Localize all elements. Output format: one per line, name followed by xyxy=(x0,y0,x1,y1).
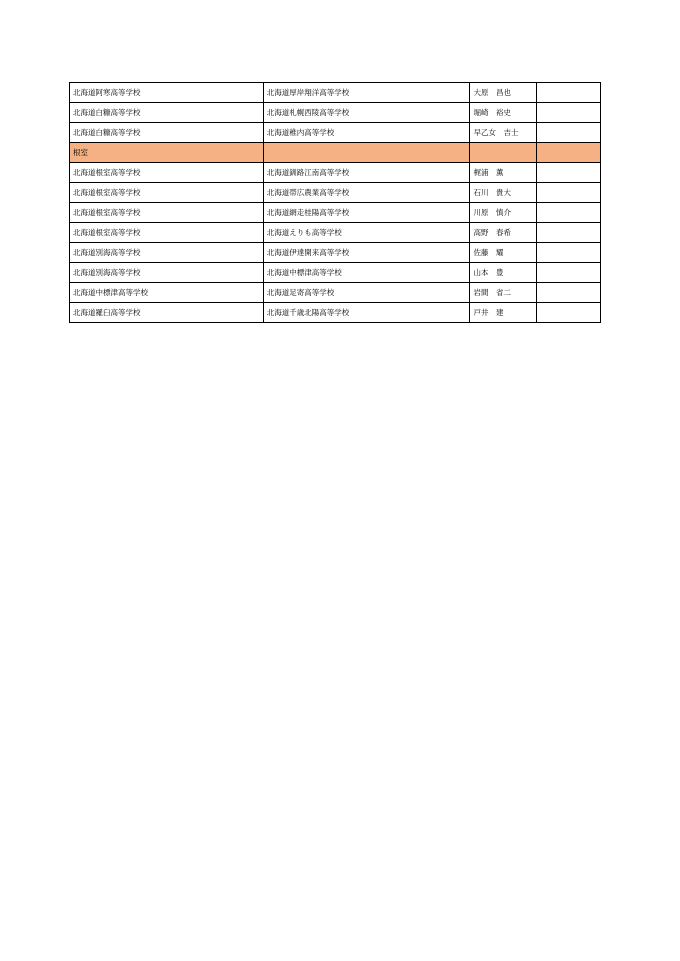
assigned-school-cell: 北海道厚岸翔洋高等学校 xyxy=(263,83,470,103)
section-empty-cell xyxy=(263,143,470,163)
person-name-cell: 戸井 建 xyxy=(470,303,536,323)
assigned-school-cell: 北海道稚内高等学校 xyxy=(263,123,470,143)
table-row xyxy=(70,83,601,103)
section-header-row xyxy=(70,143,601,163)
school-cell: 北海道根室高等学校 xyxy=(70,163,264,183)
school-cell: 北海道白糠高等学校 xyxy=(70,123,264,143)
note-cell xyxy=(536,183,600,203)
note-cell xyxy=(536,203,600,223)
table-row xyxy=(70,263,601,283)
assigned-school-cell: 北海道伊達開来高等学校 xyxy=(263,243,470,263)
table-row xyxy=(70,303,601,323)
person-name-cell: 岩間 省二 xyxy=(470,283,536,303)
note-cell xyxy=(536,243,600,263)
table-row xyxy=(70,103,601,123)
note-cell xyxy=(536,303,600,323)
person-name-cell: 山本 豊 xyxy=(470,263,536,283)
note-cell xyxy=(536,83,600,103)
section-empty-cell xyxy=(470,143,536,163)
assigned-school-cell: 北海道中標津高等学校 xyxy=(263,263,470,283)
note-cell xyxy=(536,283,600,303)
school-cell: 北海道根室高等学校 xyxy=(70,223,264,243)
note-cell xyxy=(536,223,600,243)
assigned-school-cell: 北海道釧路江南高等学校 xyxy=(263,163,470,183)
note-cell xyxy=(536,163,600,183)
assigned-school-cell: 北海道網走桂陽高等学校 xyxy=(263,203,470,223)
person-name-cell: 早乙女 吉士 xyxy=(470,123,536,143)
person-name-cell: 梶浦 薫 xyxy=(470,163,536,183)
table-row xyxy=(70,183,601,203)
school-cell: 北海道根室高等学校 xyxy=(70,183,264,203)
note-cell xyxy=(536,103,600,123)
table-row xyxy=(70,223,601,243)
note-cell xyxy=(536,123,600,143)
school-cell: 北海道中標津高等学校 xyxy=(70,283,264,303)
person-name-cell: 石川 貴大 xyxy=(470,183,536,203)
assigned-school-cell: 北海道千歳北陽高等学校 xyxy=(263,303,470,323)
table-row xyxy=(70,163,601,183)
person-name-cell: 高野 春希 xyxy=(470,223,536,243)
assigned-school-cell: 北海道えりも高等学校 xyxy=(263,223,470,243)
assigned-school-cell: 北海道足寄高等学校 xyxy=(263,283,470,303)
school-cell: 北海道別海高等学校 xyxy=(70,243,264,263)
section-label: 根室 xyxy=(70,143,264,163)
person-name-cell: 堀崎 裕史 xyxy=(470,103,536,123)
school-cell: 北海道白糠高等学校 xyxy=(70,103,264,123)
table-row xyxy=(70,123,601,143)
school-cell: 北海道阿寒高等学校 xyxy=(70,83,264,103)
table-row xyxy=(70,283,601,303)
person-name-cell: 大原 昌也 xyxy=(470,83,536,103)
person-name-cell: 佐藤 耀 xyxy=(470,243,536,263)
school-cell: 北海道羅臼高等学校 xyxy=(70,303,264,323)
school-cell: 北海道別海高等学校 xyxy=(70,263,264,283)
assigned-school-cell: 北海道札幌西陵高等学校 xyxy=(263,103,470,123)
section-empty-cell xyxy=(536,143,600,163)
table-row xyxy=(70,203,601,223)
table-row xyxy=(70,243,601,263)
note-cell xyxy=(536,263,600,283)
school-cell: 北海道根室高等学校 xyxy=(70,203,264,223)
assigned-school-cell: 北海道帯広農業高等学校 xyxy=(263,183,470,203)
person-name-cell: 川原 慎介 xyxy=(470,203,536,223)
roster-table xyxy=(69,82,601,323)
